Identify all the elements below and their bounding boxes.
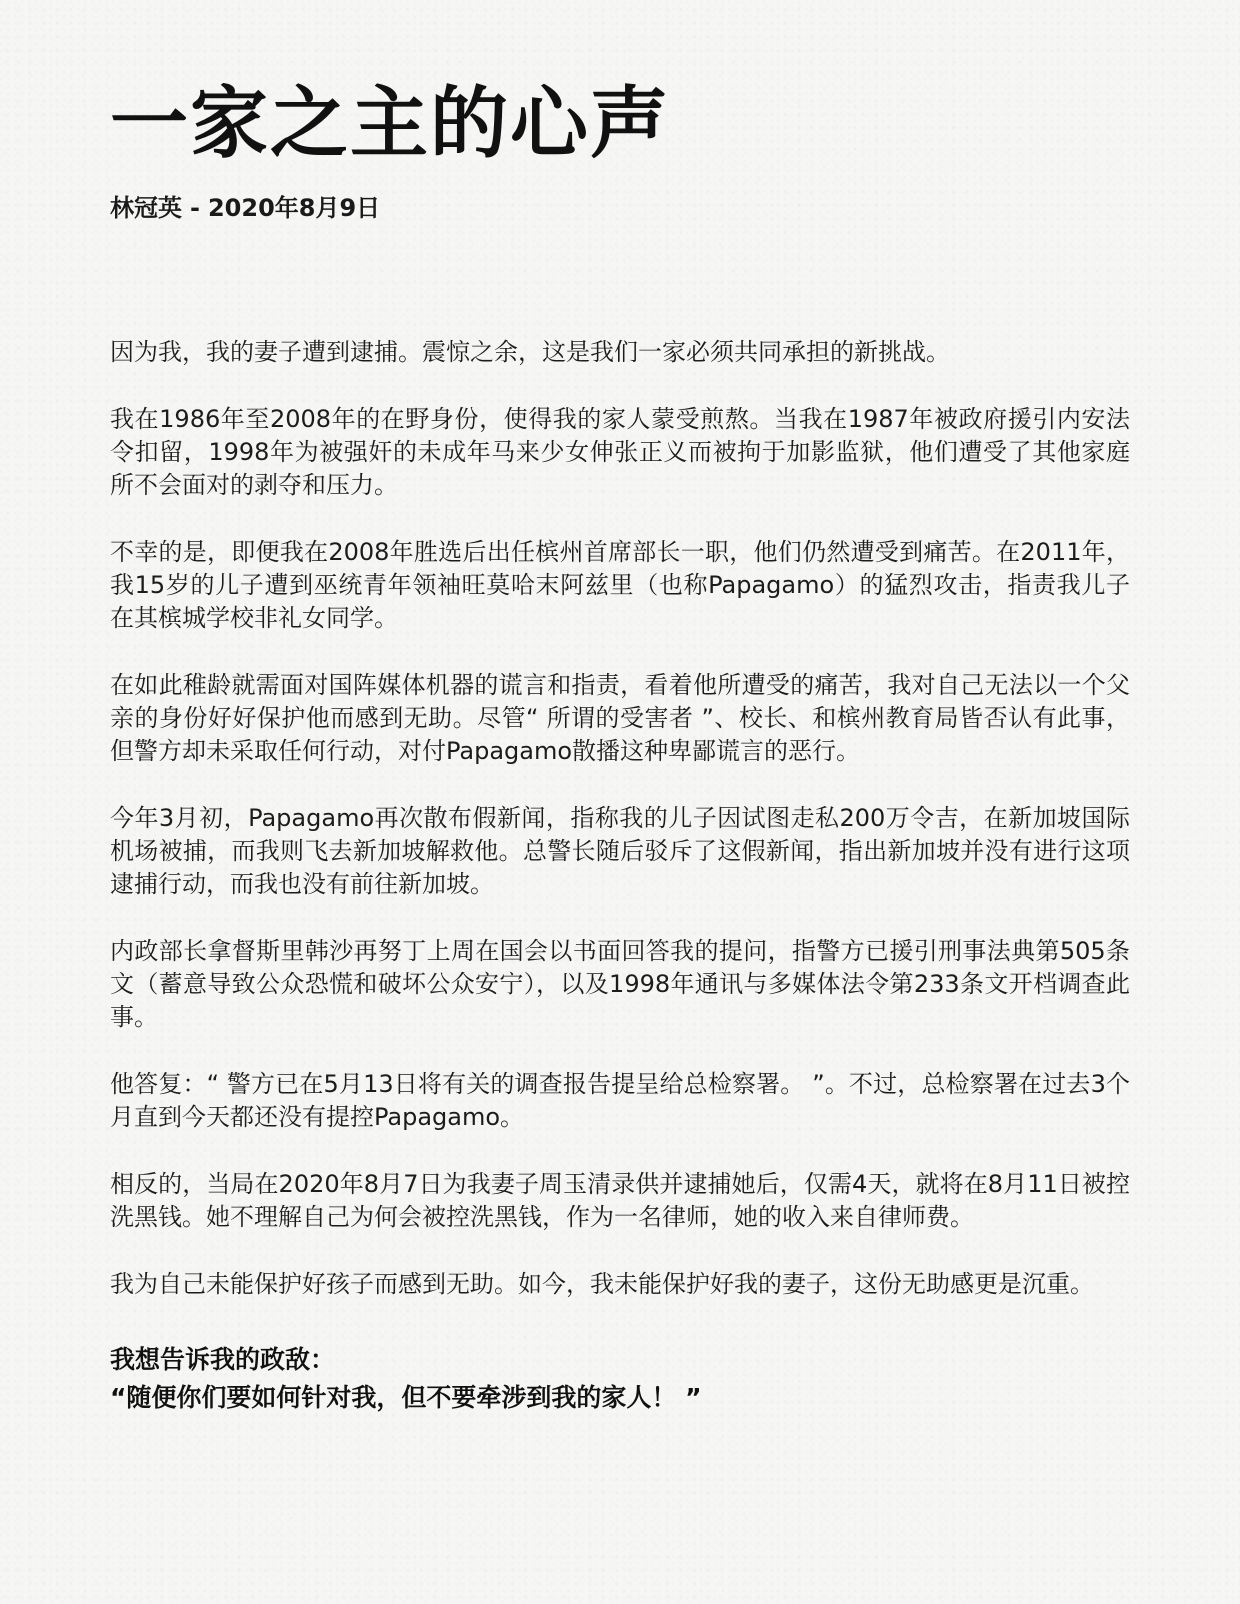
paragraph: 他答复：“ 警方已在5月13日将有关的调查报告提呈给总检察署。 ”。不过，总检察署在过去3个月直到今天都还没有提控Papagamo。 <box>110 1070 1130 1131</box>
article-body <box>110 336 1130 1301</box>
paragraph: 内政部长拿督斯里韩沙再努丁上周在国会以书面回答我的提问，指警方已援引刑事法典第505条文（蓄意导致公众恐慌和破坏公众安宁），以及1998年通讯与多媒体法令第233条文开档调查此事。 <box>110 937 1130 1031</box>
paragraph: 我为自己未能保护好孩子而感到无助。如今，我未能保护好我的妻子，这份无助感更是沉重。 <box>110 1270 1094 1298</box>
publish-date: 2020年8月9日 <box>207 194 381 222</box>
byline-separator: - <box>190 194 200 222</box>
paragraph: 今年3月初，Papagamo再次散布假新闻，指称我的儿子因试图走私200万令吉，在新加坡国际机场被捕，而我则飞去新加坡解救他。总警长随后驳斥了这假新闻，指出新加坡并没有进行这项逮捕行动，而我也没有前往新加坡。 <box>110 804 1130 898</box>
closing-statement <box>110 1341 1130 1417</box>
closing-quote: “随便你们要如何针对我，但不要牵涉到我的家人！ ” <box>110 1383 702 1412</box>
paragraph: 不幸的是，即便我在2008年胜选后出任槟州首席部长一职，他们仍然遭受到痛苦。在2011年，我15岁的儿子遭到巫统青年领袖旺莫哈末阿兹里（也称Papagamo）的猛烈攻击，指责我儿子在其槟城学校非礼女同学。 <box>110 538 1130 632</box>
byline <box>110 190 1130 226</box>
closing-line-1: 我想告诉我的政敌： <box>110 1345 336 1374</box>
paragraph: 相反的，当局在2020年8月7日为我妻子周玉清录供并逮捕她后，仅需4天，就将在8月11日被控洗黑钱。她不理解自己为何会被控洗黑钱，作为一名律师，她的收入来自律师费。 <box>110 1170 1130 1231</box>
article-title: 一家之主的心声 <box>110 78 671 169</box>
paragraph: 因为我，我的妻子遭到逮捕。震惊之余，这是我们一家必须共同承担的新挑战。 <box>110 338 950 366</box>
paragraph: 我在1986年至2008年的在野身份，使得我的家人蒙受煎熬。当我在1987年被政府援引内安法令扣留，1998年为被强奸的未成年马来少女伸张正义而被拘于加影监狱，他们遭受了其他家庭所不会面对的剥夺和压力。 <box>110 405 1130 499</box>
paragraph: 在如此稚龄就需面对国阵媒体机器的谎言和指责，看着他所遭受的痛苦，我对自己无法以一个父亲的身份好好保护他而感到无助。尽管“ 所谓的受害者 ”、校长、和槟州教育局皆否认有此事，但警方却未采取任何行动，对付Papagamo散播这种卑鄙谎言的恶行。 <box>110 671 1130 765</box>
author-name: 林冠英 <box>110 194 182 222</box>
